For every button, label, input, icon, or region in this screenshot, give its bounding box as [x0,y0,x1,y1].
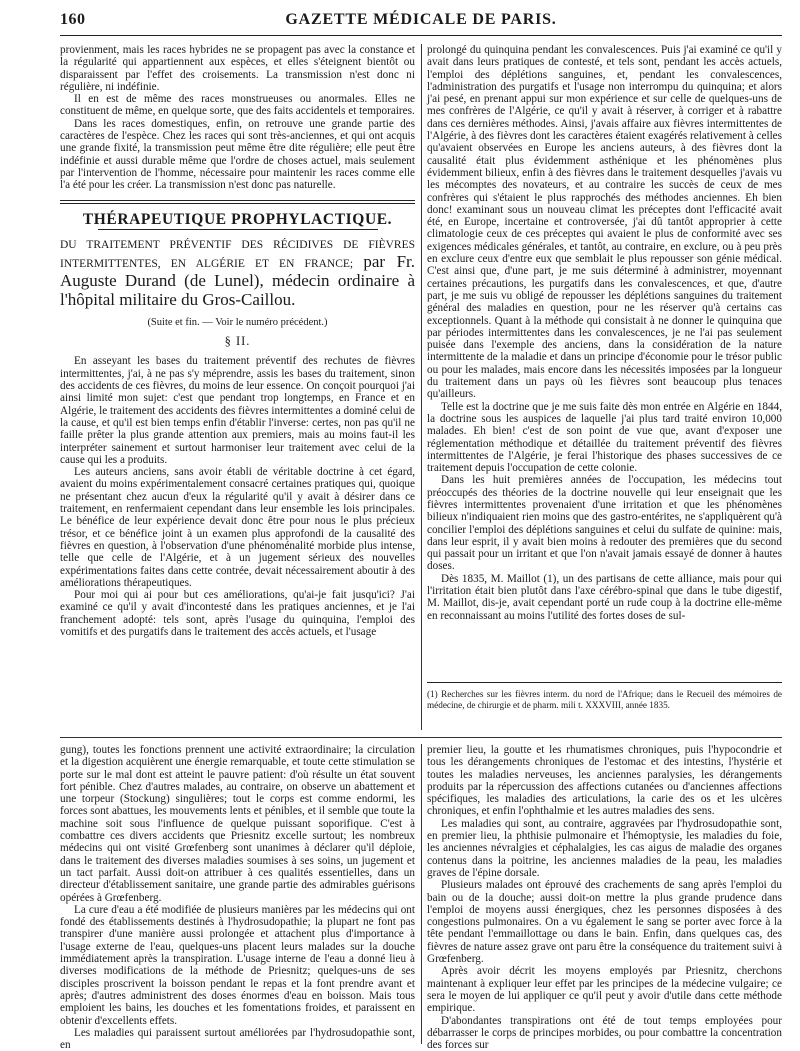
paragraph: Dès 1835, M. Maillot (1), un des partisans de cette alliance, mais pour qui l'irritation était bien plutôt dans l'axe cérébro-spinal que dans le tube digestif, M. Maillot, dis-je, avait cependant porté un rude coup à la doctrine elle-même en reconnaissant au moins l'utilité des fortes doses de sul- [427,572,782,622]
paragraph: Les maladies qui sont, au contraire, aggravées par l'hydrosudopathie sont, en premier lieu, la phthisie pulmonaire et l'hémoptysie, les maladies du foie, les anciennes névralgies et céphalalgies, les cas aigus de maladie des organes contenus dans la poitrine, les anciennes maladies de la peau, les maladies graves de l'épine dorsale. [427,817,782,879]
section-number: § II. [224,334,251,349]
paragraph: Telle est la doctrine que je me suis faite dès mon entrée en Algérie en 1844, la doctrine sous les auspices de laquelle j'ai plus tard traité environ 10,000 malades. Eh bien! c'est de son point de vue que, avant d'exposer une réglementation méthodique et détaillée du traitement préventif des fièvres intermittentes de l'Algérie, je ferai l'historique des phases successives de ce traitement depuis l'occupation de cette colonie. [427,400,782,475]
paragraph: premier lieu, la goutte et les rhumatismes chroniques, puis l'hypocondrie et tous les dérangements chroniques de l'estomac et des intestins, l'hystérie et toutes les maladies nerveuses, les anciennes paralysies, les dérangements produits par la répercussion des affections cutanées ou d'anciennes affections spécifiques, les maladies des articulations, la carie des os et les ulcères chroniques, et enfin l'ophthalmie et les autres maladies des sens. [427,744,782,818]
column-divider-top [421,44,422,730]
section-title: THÉRAPEUTIQUE PROPHYLACTIQUE. [82,210,393,228]
bottom-left-column [60,744,415,1051]
paragraph: gung), toutes les fonctions prennent une activité extraordinaire; la circulation et la digestion acquièrent une énergie remarquable, et toute cette stimulation se porte sur le mal dont est atteint le pauvre patient: d'où résulte un état souvent fort pénible. Chez d'autres malades, au contraire, on observe un abattement et une torpeur (Stockung) singulières; tout le corps est comme endormi, les forces sont abattues, les mouvements lents et pénibles, et il semble que toute la machine soit sous l'influence de quelque puissant soporifique. C'est à combattre ces divers accidents que Priesnitz excelle surtout; les nombreux médecins qui ont visité Grœfenberg sont unanimes à déclarer qu'il déploie, dans le traitement des diverses maladies soumises à ses soins, un jugement et un tact parfait. Aussi doit-on attribuer à ces qualités essentielles, dans un directeur d'établissement sanitaire, une grande partie des admirables guérisons opérées à Grœfenberg. [60,744,415,904]
paragraph: La cure d'eau a été modifiée de plusieurs manières par les médecins qui ont fondé des établissements destinés à l'hydrosudopathie; la plupart ne font pas transpirer d'une manière aussi prolongée et attachent plus d'importance à l'usage externe de l'eau, quelques-uns placent leurs malades sur la douche immédiatement après la transpiration. L'usage interne de l'eau a donné lieu à diverses modifications de la méthode de Priesnitz; quelques-uns de ses disciples proscrivent la boisson pendant le repas et la font prendre avant et après; d'autres administrent des doses énormes d'eau en boisson. Mais tous emploient les bains, les douches et les fomentations froides, et paraissent en obtenir d'excellents effets. [60,903,415,1027]
footnote: (1) Recherches sur les fièvres interm. du nord de l'Afrique; dans le Recueil des mémoires de médecine, de chirurgie et de pharm. mili t. XXXVIII, année 1835. [427,689,782,710]
paragraph: Dans les races domestiques, enfin, on retrouve une grande partie des caractères de l'espèce. Chez les races qui sont très-anciennes, et qui ont acquis une grande fixité, la transmission peut même être dite régulière; elle peut être indéfinie et aussi durable même que l'ordre de choses actuel, mais seulement par l'intervention de l'homme, nécessaire pour maintenir les races comme elle l'a été pour les créer. La transmission n'est donc pas naturelle. [60,117,415,192]
bottom-right-column [427,744,782,1051]
paragraph: Plusieurs malades ont éprouvé des crachements de sang après l'emploi du bain ou de la douche; aussi doit-on mettre la plus grande prudence dans l'emploi de moyens aussi énergiques, chez les personnes disposées à des congestions pulmonaires. On a vu également le sang se porter avec force à la tête pendant l'emmaillottage ou dans le bain. Enfin, dans quelques cas, des fièvres de nature assez grave ont paru être la conséquence du traitement suivi à Grœfenberg. [427,879,782,966]
paragraph: En asseyant les bases du traitement préventif des rechutes de fièvres intermittentes, j'ai, à ne pas s'y méprendre, assis les bases du traitement, sinon des accidents de ces fièvres, du moins de leur essence. On conçoit pourquoi j'ai ainsi limité mon sujet: c'est que pendant trop longtemps, en France et en Algérie, le traitement des accidents des fièvres intermittentes a dominé celui de la cause, et qu'il est bien temps enfin d'établir l'inverse: certes, non pas qu'il ne faille prêter la plus grande attention aux premiers, mais au moins faut-il les interpréter sainement et surtout harmoniser leur traitement avec celui de la cause qui les a produits. [60,355,415,466]
top-right-column [427,44,782,676]
footnote-area [427,682,782,730]
paragraph: Les maladies qui paraissent surtout améliorées par l'hydrosudopathie sont, en [60,1026,415,1051]
paragraph: Après avoir décrit les moyens employés par Priesnitz, cherchons maintenant à expliquer leur effet par les principes de la médecine vulgaire; ce sera le moyen de lui appliquer ce qu'il peut y avoir d'utile dans cette méthode empirique. [427,965,782,1015]
section-separator [60,200,415,204]
paragraph: prolongé du quinquina pendant les convalescences. Puis j'ai examiné ce qu'il y avait dans leurs pratiques de contesté, et tels sont, pendant les accès actuels, l'emploi des déplétions sanguines, et, pendant les convalescences, l'administration des purgatifs et l'usage non interrompu du quinquina; et alors j'ai pesé, en prenant appui sur mon expérience et sur celle de quelques-uns de mes confrères de l'Algérie, ce qu'il y avait à réserver, à corriger et à rabattre dans ces dernières méthodes. Ainsi, j'avais affaire aux fièvres intermittentes de l'Algérie, à des fièvres dont les caractères étaient exagérés relativement à celles qu'avaient observées en Europe les anciens auteurs, à des fièvres dont la causalité était plus évidemment asthénique et les phénomènes plus évidemment bilieux, enfin à des fièvres dans le traitement desquelles j'avais vu les mécomptes des novateurs, et au contraire les succès de ceux de mes confrères qui s'étaient le plus rapprochés des méthodes anciennes. Eh bien donc! examinant sous un nouveau climat les préceptes dont l'efficacité avait été, en Europe, incertaine et controversée, j'ai dû tantôt approprier à cette climatologie ceux de ces préceptes qui avaient le plus de conformité avec ses exigences médicales générales, et tantôt, au contraire, en exclure, ou à peu près en exclure ceux d'entre eux que semblait le plus repousser son génie médical. C'est ainsi que, d'une part, je me suis déterminé à administrer, moyennant certaines précautions, les purgatifs dans les convalescences, et que, d'autre part, je me suis vu obligé de repousser les déplétions sanguines du traitement général des maladies en question, pour ne les réserver qu'à certains cas exceptionnels. Quant à la méthode qui consistait à ne donner le quinquina que par périodes intermittentes dans les convalescences, je ne l'ai pas seulement puisée dans l'exemple des anciens, dans la considération de la nature intermittente de la maladie et dans un principe d'économie pour le trésor public ou pour les malades, mais encore dans les nécessités imposées par la longueur du traitement dans un pays où les fièvres sont beaucoup plus tenaces qu'ailleurs. [427,44,782,401]
page-number: 160 [60,11,86,28]
article-heading-small: DU TRAITEMENT PRÉVENTIF DES RÉCIDIVES DE FIÈVRES INTERMITTENTES, EN ALGÉRIE ET EN FRANCE; [60,238,415,270]
article-heading-author: par Fr. Auguste Durand (de Lunel), médecin ordinaire à l'hôpital militaire du Gros-Caillou. [60,251,416,309]
top-left-column [60,44,415,726]
column-divider-bottom [421,744,422,1044]
article-heading [60,238,415,309]
paragraph: Dans les huit premières années de l'occupation, les médecins tout préoccupés des théories de la doctrine nouvelle qui leur enseignait que les fièvres intermittentes provenaient d'une irritation et que les phénomènes bilieux n'indiquaient rien moins que des gastro-entérites, ne s'appliquèrent qu'à concilier l'emploi des déplétions sanguines et celui du sulfate de quinine: mais, dans leur esprit, il y avait bien moins à redouter des premières que du second qui passait pour un irritant et que l'on n'avait jamais essayé de donner à hautes doses. [427,474,782,573]
continuation-note: (Suite et fin. — Voir le numéro précédent.) [147,316,328,328]
paragraph: D'abondantes transpirations ont été de tout temps employées pour débarrasser le corps de principes morbides, ou pour combattre la concentration des forces sur [427,1014,782,1051]
paragraph: Il en est de même des races monstrueuses ou anormales. Elles ne constituent de même, en quelque sorte, que des faits accidentels et temporaires. [60,93,415,118]
paragraph: Pour moi qui ai pour but ces améliorations, qu'ai-je fait jusqu'ici? J'ai examiné ce qu'il y avait d'incontesté dans les pratiques anciennes, et je l'ai franchement adopté: tels sont, après l'usage du quinquina, l'emploi des vomitifs et des purgatifs dans le traitement des accès actuels, et l'usage [60,589,415,638]
footnote-rule [427,682,782,683]
page-section-rule [60,737,782,738]
paragraph: provienment, mais les races hybrides ne se propagent pas avec la constance et la régularité qui appartiennent aux espèces, et elles s'éteignent bientôt ou disparaissent par l'effet des croisements. La transmission n'est donc ni régulière, ni indéfinie. [60,44,415,93]
running-header [60,10,782,36]
title-underline [98,229,378,230]
paragraph: Les auteurs anciens, sans avoir établi de véritable doctrine à cet égard, avaient du moins expérimentalement consacré certaines pratiques qui, quoique ne présentant chez aucun d'eux la régularité qu'il y avait à désirer dans ce traitement, en renfermaient cependant dans leur ensemble les lois principales. Le bénéfice de leur expérience devait donc être pour nous le plus précieux trésor, et ce bénéfice joint à un examen plus approfondi de la causalité des fièvres en question, à l'observation d'une phénoménalité morbide plus intense, telle que celle de l'Algérie, et à un jugement sérieux des nouvelles expérimentations faites dans cette contrée, devait nécessairement aboutir à des améliorations thérapeutiques. [60,466,415,589]
journal-title: GAZETTE MÉDICALE DE PARIS. [285,11,557,28]
